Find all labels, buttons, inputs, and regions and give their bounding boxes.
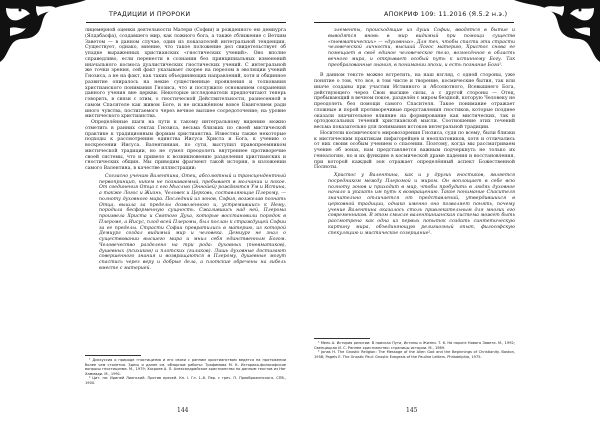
footnote: ¹ Мень А. История религии: В поисках Пути, Истины и Жизни. Т. 6. На пороге Нового Завета. М., 1992; Свенцицкая И. С. Раннее христианство: страницы истории. М., 1989.: [314, 341, 515, 350]
body-text: [314, 28, 515, 238]
page-number: 144: [177, 407, 189, 414]
footnote: ² Цит. по: Ириней Лионский. Против ересей. Кн. I. Гл. 1–8. Пер. с греч. П. Преображенского. СПб., 1900.: [85, 376, 286, 385]
footnotes: [85, 355, 286, 386]
header-rule: [86, 22, 286, 23]
footnote: ¹ Дискуссия о природе гностицизма и его связи с ранним христианством ведется на протяжении более чем столетия. Здесь и далее см. обзорные работы: Трофимова М. К. Историко-философские вопросы гностицизма. М., 1979; Хосроев А. Л. Александрийское христианство по данным текстов из Наг Хаммади. М., 1991.: [85, 358, 286, 376]
footnotes: [314, 338, 515, 359]
right-page: [300, 0, 600, 424]
running-header-title: АПОКРИФ 109: 11.2016 (Я.5.2 н.э.): [384, 11, 508, 18]
page-header: [314, 11, 514, 25]
footnote: ² Jonas H. The Gnostic Religion: The Message of the Alien God and the Beginnings of Christianity. Boston, 1958; Pagels E. The Gnostic Paul: Gnostic Exegesis of the Pauline Letters. Philadelphia, 1975.: [314, 350, 515, 359]
footnote-rule: [85, 355, 141, 356]
footnote-rule: [314, 338, 370, 339]
corner-ornament-left: [0, 0, 86, 62]
corner-ornament-right: [514, 0, 600, 62]
block-quote: Согласно учению Валентина, Отец, абсолютный и трансцендентный первопринцип, никем не познаваемый, пребывает в молчании и покое. От соединения Отца с его Мыслью (Эннойей) рождаются Ум и Истина, а также Логос и Жизнь, Человек и Церковь, составляющие Плерому, — полноту духовного мира. Последний из эонов, София, возжелав познать Отца, вышла за пределы дозволенного и, устремившись к Нему, породила бесформенную сущность. Сжалившись над ней, Плерома произвела Христа и Святого Духа, которые восстановили порядок в Плероме, а Иисус, плод всей Плеромы, был послан к страждущей Софии за ее пределы. Страсти Софии превратились в материю, из которой Демиург создал видимый мир и человека. Демиург не знал о существовании высшего мира и мнил себя единственным Богом. Человечество разделено на три рода: духовных (пневматиков), душевных (психиков) и плотских (гиликов). Лишь духовные достигают совершенного знания и возвращаются в Плерому, душевные могут спастись через веру и добрые дела, а плотские обречены на гибель вместе с материей.: [99, 173, 286, 271]
paragraph: В данном тексте можно встретить, на наш взгляд, с одной стороны, уже понятие о том, что все, в том числе и творение, космические бытия, так или иначе созданы при участии Истинного и Абсолютного, Всевышнего Бога, действующего через Свои высшие силы, а с другой стороны — Отец, пребывающий в вечном покое, разделён с миром бездной, которую Человеку не преодолеть без помощи самого Спасителя. Такое понимание отражает сложные и порой противоречивые представления гностиков, которые позднее оказали значительное влияние на формирование как мистических, так и ортодоксальных течений христианской мысли. Соотношение этих течений весьма показательно для понимания истоков интегральной традиции.: [314, 73, 515, 130]
page-number: 145: [406, 407, 418, 414]
body-text: [85, 28, 286, 274]
block-quote: элементы, происходящие из души Софии, вводятся в бытие и выводятся вновь в мир видимый при помощи существ «пневматических» — «духовных». Для тех, чтобы спасти эти страсти человеческой личности, высший Логос материю, Христос снова ее помещает в своё единое человеческое тело, вознесённое в область вечного мира, и открывает особый путь к истинному Богу. Так преобразованные знания, в понимании эпохи, и есть познание Бога¹.: [328, 28, 515, 68]
running-header-title: ТРАДИЦИИ И ПРОРОКИ: [109, 11, 191, 18]
block-quote: Христос у Валентина, как и у других гностиков, является посредником между Плеромой и миром. Он воплощает в себе всю полноту эонов и приходит в мир, чтобы пробудить в людях духовное начало и указать им путь к возвращению. Такое понимание Спасителя значительно отличается от представлений, утвердившихся в церковной традиции, однако именно оно позволяет понять, почему учение Валентина оказалось столь привлекательным для многих его современников. В этом смысле валентинианская система может быть рассмотрена как одна из первых попыток создать синтетическую картину мира, объединяющую религиозный опыт, философскую спекуляцию и мистическое созерцание².: [328, 173, 515, 236]
header-rule: [314, 22, 514, 23]
page-header: [86, 11, 286, 25]
paragraph: Носители космического мировоззрения Гнозиса, судя по всему, были близки к мистическим практикам пифагорейцев и неоплатоников, хотя и отличались от них своим особым учением о спасении. Поэтому, когда мы рассматриваем учение об эонах, нам представляется важным подчеркнуть не только их генеалогию, но и их функцию в космической драме падения и восстановления, при которой каждый эон отражает определённый аспект Божественной Полноты.: [314, 130, 515, 171]
paragraph: лицемерной оценки деятельности Матери (Софии) и рожденного ею демиурга (Ялдабаофа), создавшего мир, как ложного бога, а также сближение с Ветхим Заветом — в данном случае, один из показателей интегральной тенденции. Существует, однако, мнение, что такое положение дел свидетельствует об упадке выраженных христианских «гностических учений». Оно вполне справедливо, если перенести в сознании без принципиальных изменений иначального космоса дуалистических гностических учений. С интегральной же точки зрения, сей факт указывает скорее на перелом в эволюции учений Гнозиса, а не на факт, как таких объединяющих направлений, хотя и общинное развитие опиралось на некие существенные проявления и толкования христианского понимания Гнозиса, что и послужило основанием сохранения данного учения вне церкви. Некоторые исследователи предпочитают теперь говорить, в связи с этим, о гностической Действительности, разнесенной в самом Спасителе как живом Боге, и не искажённом вовсе Евангелием ради иного чувства, постигаемого через вечное высшее сосредоточение; на уровне мистического христианства.: [85, 28, 286, 120]
paragraph: Определённые шаги на пути к такому интегральному видению можно отметить в ранних сектах Гнозиса, весьма близких по своей мистической практике к традиционным формам христианства. Известны также некоторые подходы к рассмотрению единства Иисуса Христа и Бога, к учению о воскресении Иисуса. Валентиниан, по сути, выступил правопреемником мистической традиции, но не сумел преодолеть внутреннее противоречие своей системы, что и привело к возникновению разделения христианских и гностических общин. Мы приводим фрагмент такой истории, в изложении самого Валентина, в качестве иллюстрации:: [85, 120, 286, 171]
